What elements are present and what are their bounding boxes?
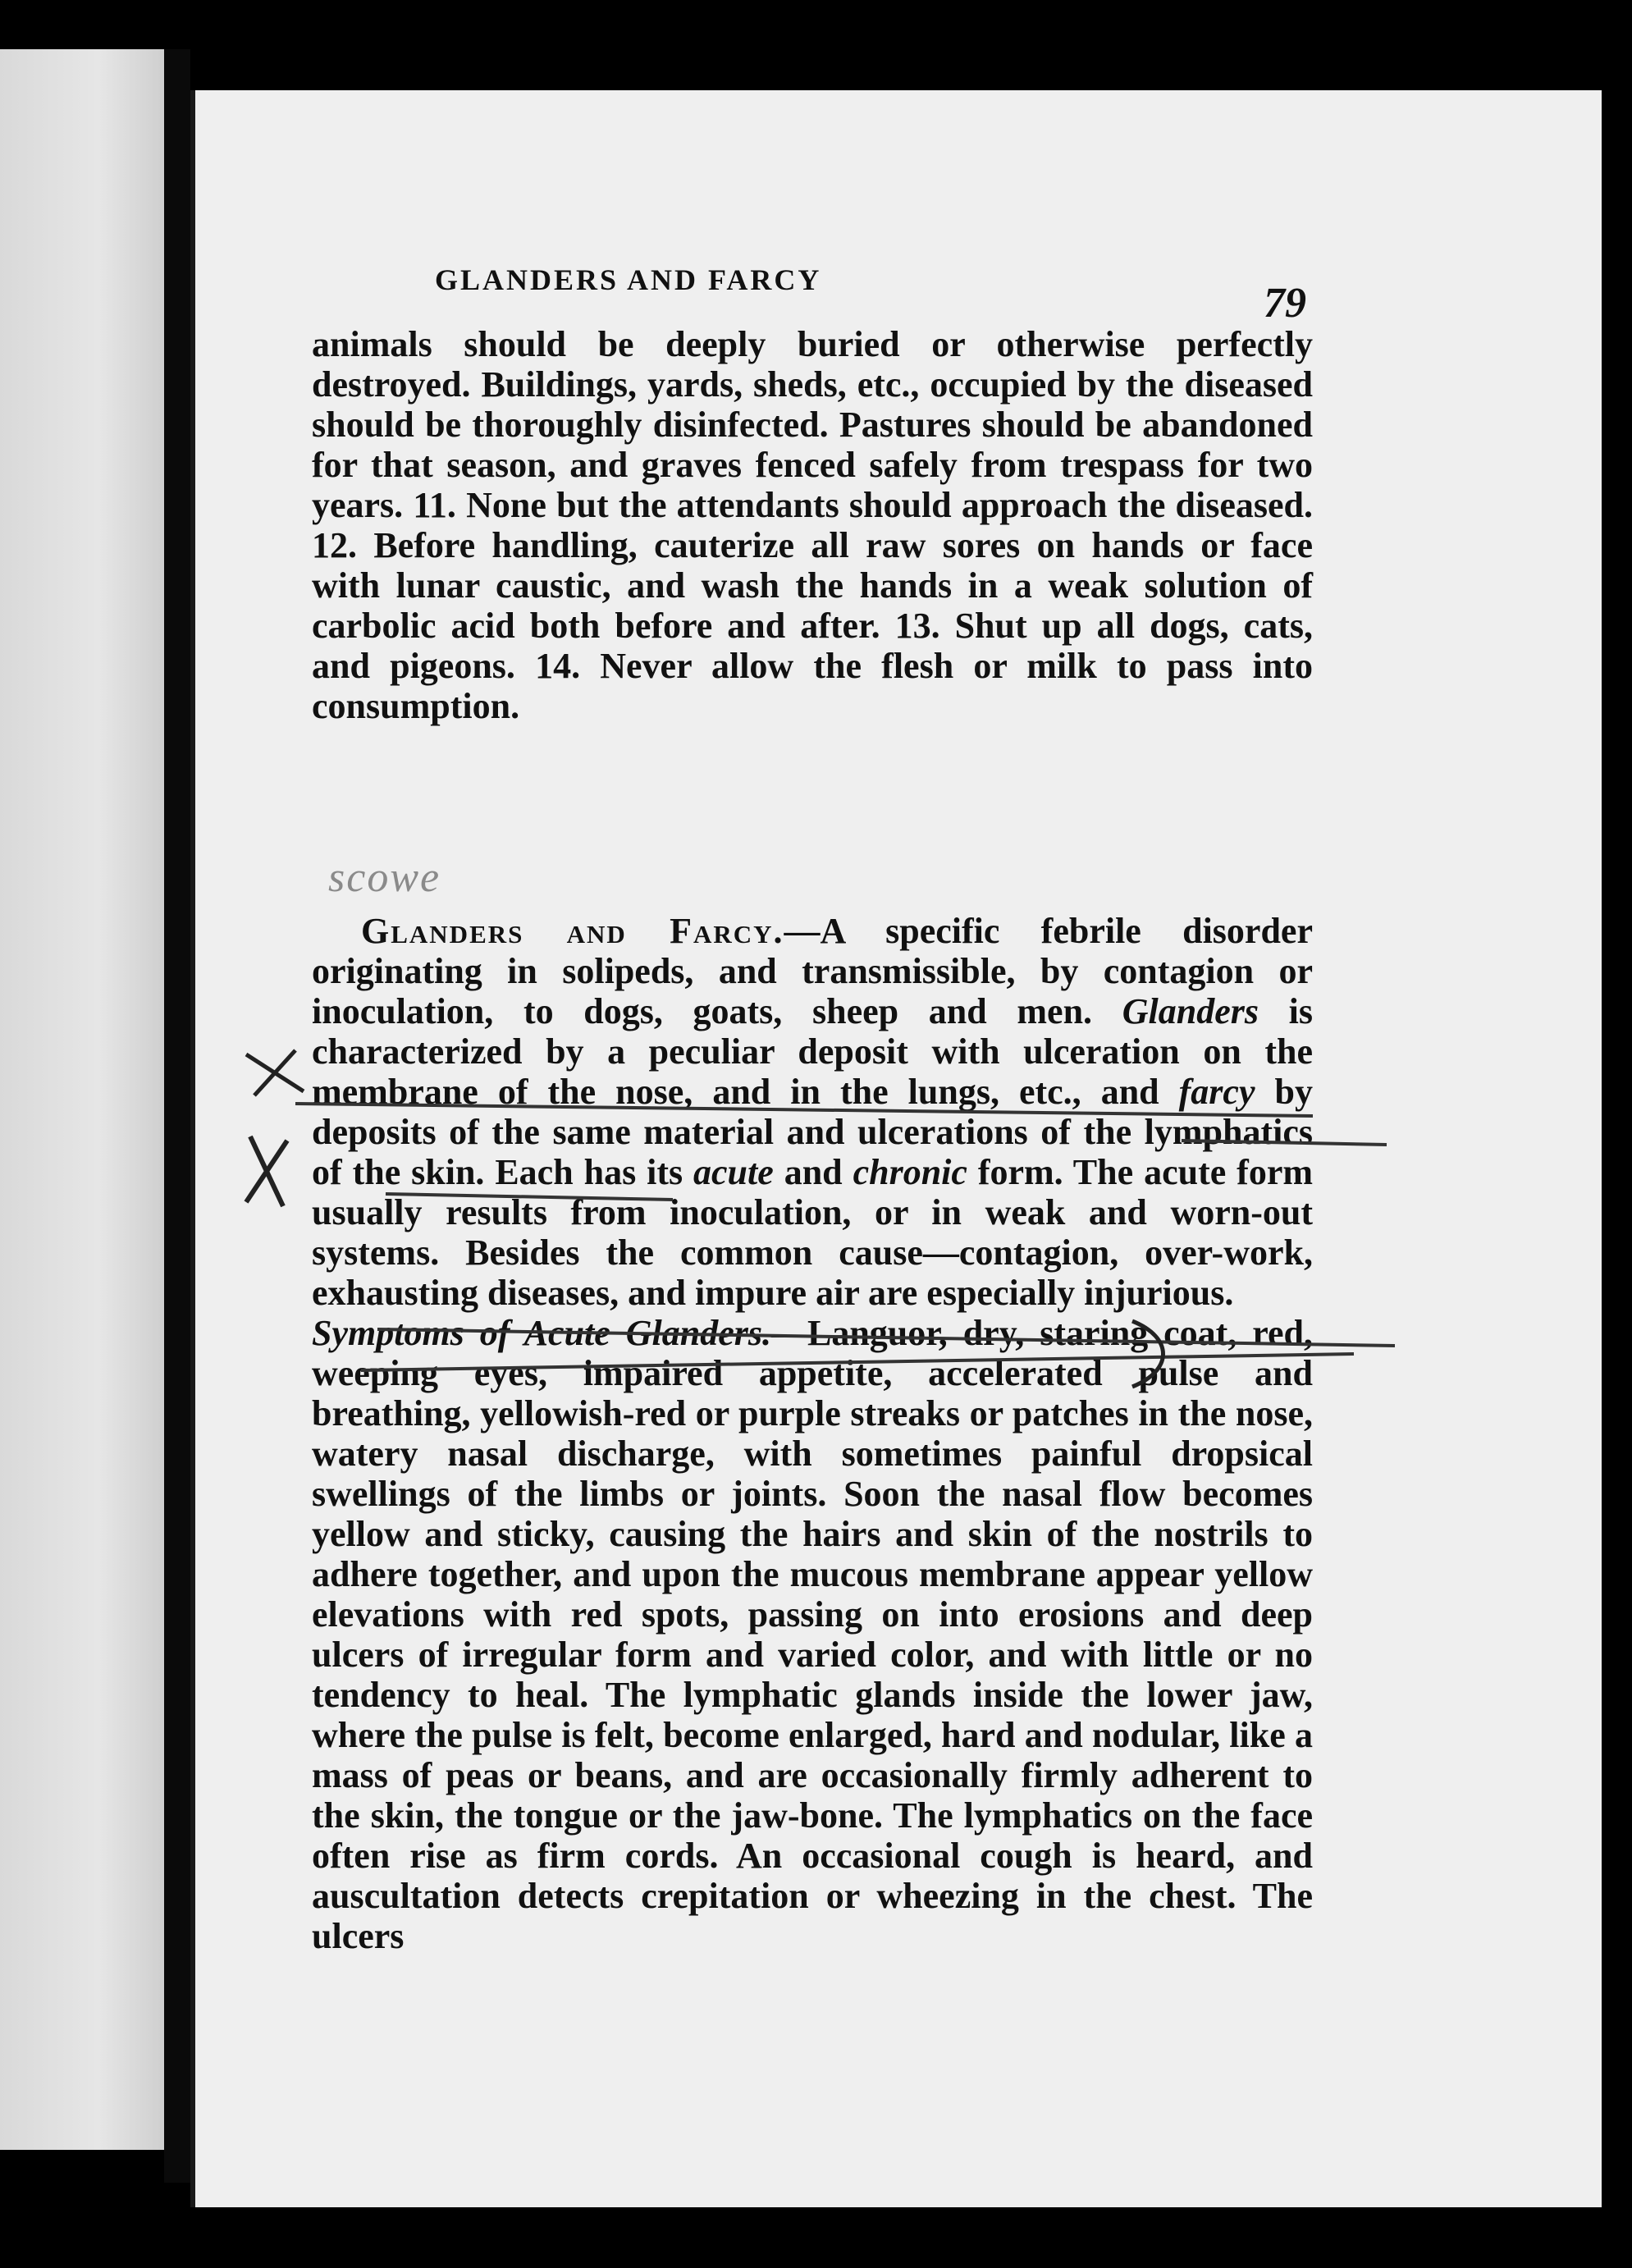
section-heading-glanders: Glanders and Farcy. — [361, 911, 784, 951]
italic-chronic: chronic — [853, 1152, 967, 1192]
underline-marks — [295, 1104, 1395, 1370]
paragraph-2-text-a: —A specific febrile disorder originating in solipeds, and transmissible, by contagion or inoculation, to dogs, goats, sheep and men. — [312, 911, 1313, 1031]
running-header: GLANDERS AND FARCY — [435, 263, 822, 296]
paragraph-2-text-e: form. The acute form usually results from inoculation, or in weak and worn-out systems. Besides the common cause—contagion, over-work, exhausting diseases, and impure air are especially injurious. — [312, 1152, 1313, 1313]
x-mark-2 — [246, 1136, 287, 1206]
x-mark-1 — [246, 1050, 304, 1095]
paragraph-1: animals should be deeply buried or otherwise perfectly destroyed. Buildings, yards, sheds, etc., occupied by the diseased should be thoroughly disinfected. Pastures should be abandoned for that season, and graves fenced safely from trespass for two years. 11. None but the attendants should approach the diseased. 12. Before handling, cauterize all raw sores on hands or face with lunar caustic, and wash the hands in a weak solution of carbolic acid both before and after. 13. Shut up all dogs, cats, and pigeons. 14. Never allow the flesh or milk to pass into consumption. — [312, 324, 1313, 726]
italic-acute: acute — [693, 1152, 774, 1192]
paragraph-3-text: —Languor, dry, staring coat, red, weeping eyes, impaired appetite, accelerated pulse and breathing, yellowish-red or purple streaks or patches in the nose, watery nasal discharge, with sometimes painful dropsical swellings of the limbs or joints. Soon the nasal flow becomes yellow and sticky, causing the hairs and skin of the nostrils to adhere together, and upon the mucous membrane appear yellow elevations with red spots, passing on into erosions and deep ulcers of irregular form and varied color, and with little or no tendency to heal. The lymphatic glands inside the lower jaw, where the pulse is felt, become enlarged, hard and nodular, like a mass of peas or beans, and are occasionally firmly adherent to the skin, the tongue or the jaw-bone. The lymphatics on the face often rise as firm cords. An occasional cough is heard, and auscultation detects crepitation or wheezing in the chest. The ulcers — [312, 1313, 1313, 1956]
section-heading-symptoms: Symptoms of Acute Glanders. — [312, 1313, 771, 1353]
paragraph-2-text-d: and — [773, 1152, 853, 1192]
paragraph-2-text-c: by deposits of the same material and ulcerations of the lymphatics of the skin. Each has its — [312, 1072, 1313, 1192]
paragraph-2-text-b: is characterized by a peculiar deposit with ulceration on the membrane of the nose, and in the lungs, etc., and — [312, 991, 1313, 1112]
pencil-annotation: scowe — [328, 854, 441, 901]
page-number: 79 — [1264, 280, 1306, 327]
italic-glanders: Glanders — [1122, 991, 1259, 1031]
bracket-mark — [1132, 1321, 1163, 1387]
italic-farcy: farcy — [1178, 1072, 1255, 1112]
